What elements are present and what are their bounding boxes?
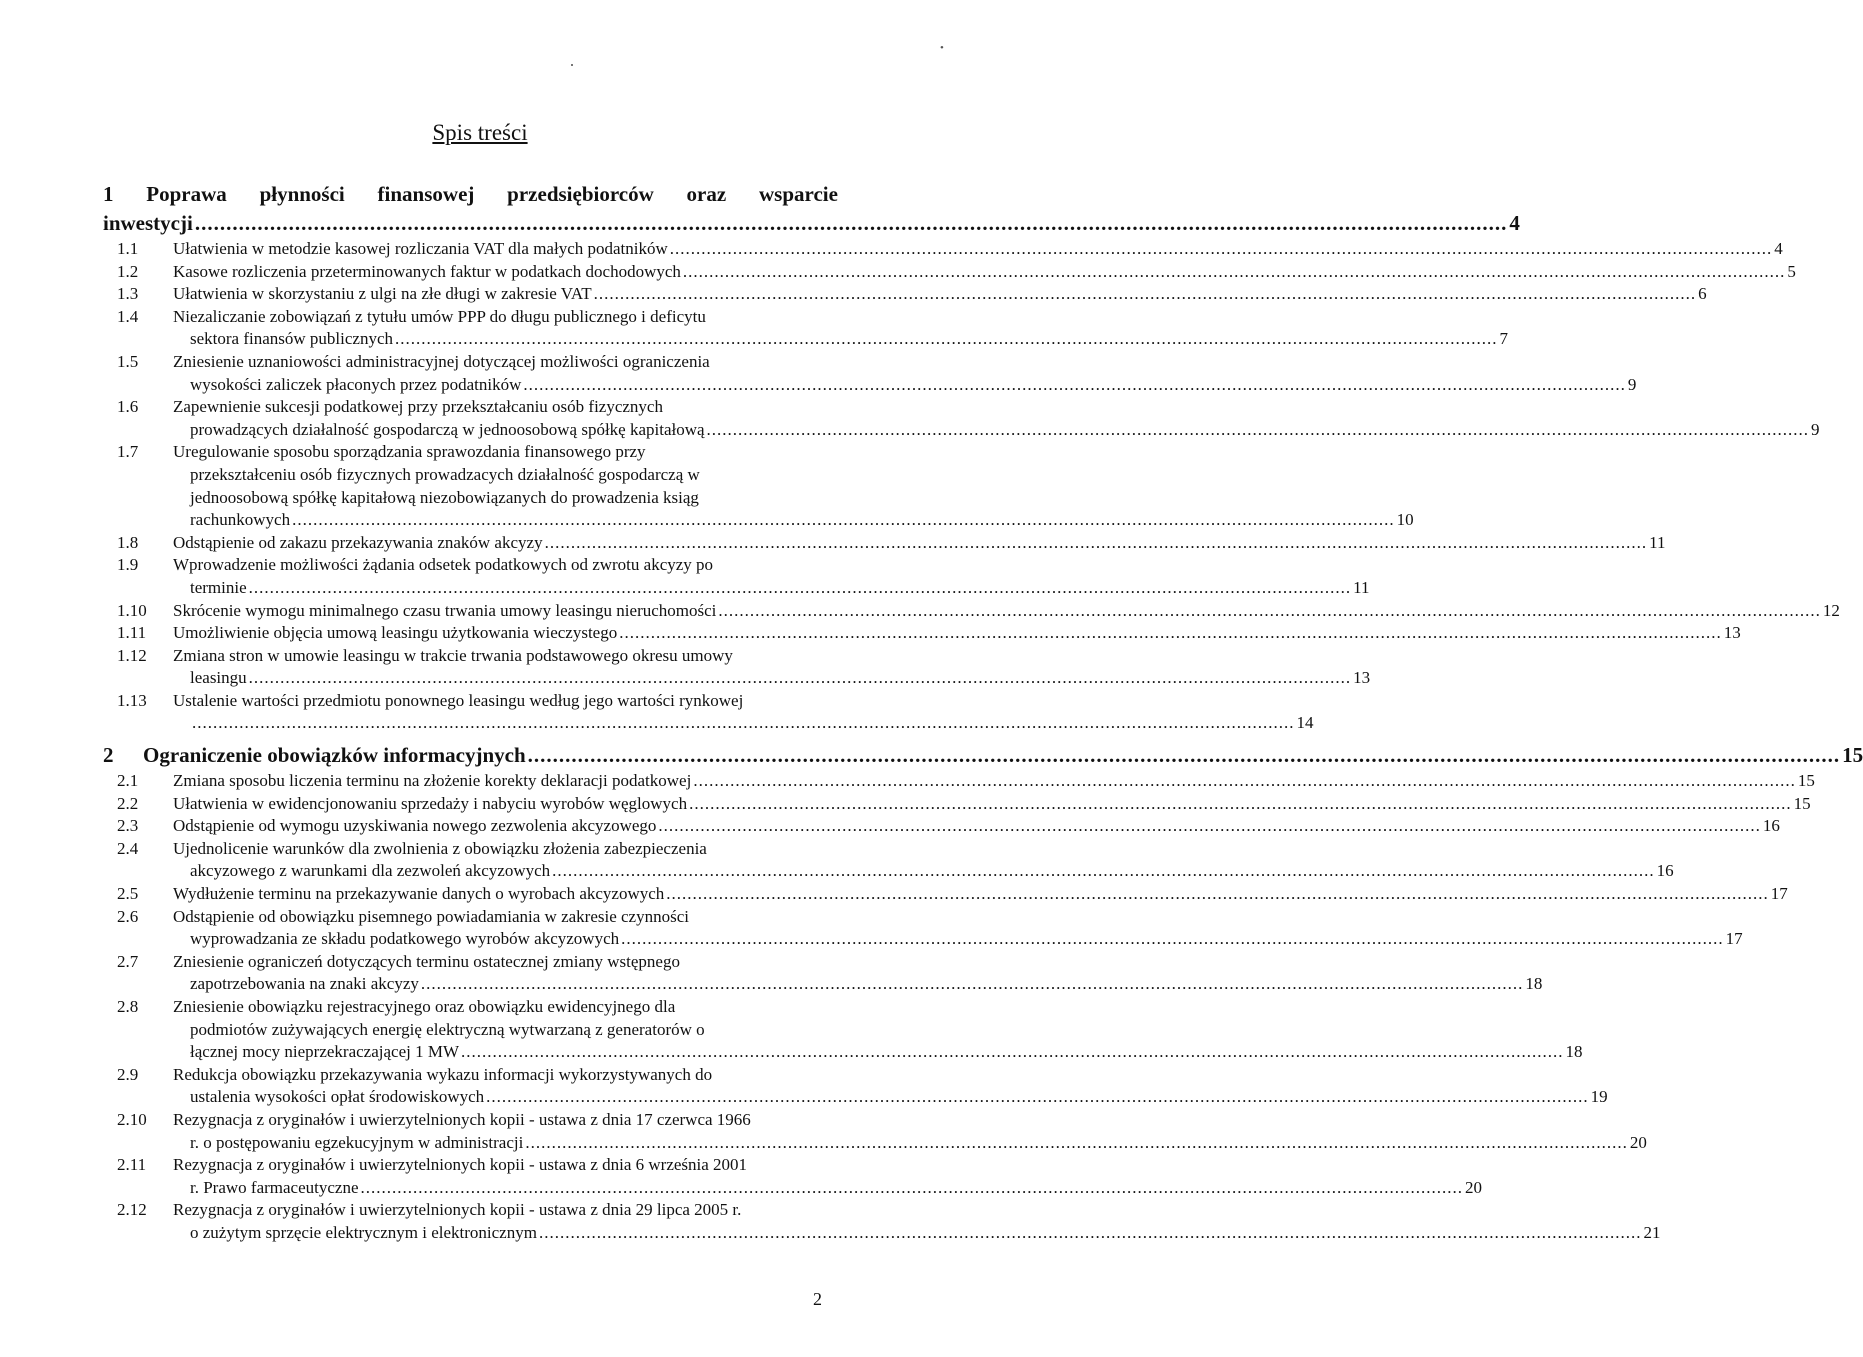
entry-number: 2.6 <box>117 906 139 926</box>
entry-page: 19 <box>1590 1087 1608 1107</box>
entry-number: 2.11 <box>117 1155 147 1175</box>
chapter-title-word: płynności <box>259 182 345 206</box>
dot-leader <box>249 578 1352 597</box>
entry-body <box>173 261 1796 284</box>
entry-leader-line <box>173 600 1840 623</box>
toc-entry[interactable] <box>103 883 1788 906</box>
entry-title-line: jednoosobową spółkę kapitałową niezobowiązanych do prowadzenia ksiąg <box>190 487 699 507</box>
entry-leader-line <box>173 815 1780 838</box>
entry-page: 16 <box>1656 861 1674 881</box>
toc-chapter-link[interactable] <box>103 741 1863 770</box>
entry-leader-line <box>173 712 1314 735</box>
entry-title-line: Wprowadzenie możliwości żądania odsetek podatkowych od zwrotu akcyzy po <box>173 555 714 575</box>
entry-body <box>173 793 1811 816</box>
entry-body <box>173 351 1636 396</box>
chapter-title-word: wsparcie <box>758 182 838 206</box>
entry-page: 13 <box>1723 623 1741 643</box>
entry-number: 2.10 <box>117 1109 147 1129</box>
entry-title-line: Redukcja obowiązku przekazywania wykazu informacji wykorzystywanych do <box>173 1064 713 1084</box>
toc-entry[interactable] <box>103 306 1508 351</box>
toc-entry[interactable] <box>103 1199 1661 1244</box>
entry-body <box>173 838 1674 883</box>
entry-page: 15 <box>1793 793 1811 813</box>
entry-title-line: sektora finansów publicznych <box>190 329 393 349</box>
toc-entry[interactable] <box>103 951 1543 996</box>
entry-page: 11 <box>1353 577 1370 597</box>
entry-title-line: wyprowadzania ze składu podatkowego wyrobów akcyzowych <box>190 929 620 949</box>
entry-page: 7 <box>1499 329 1508 349</box>
dot-leader <box>670 239 1773 258</box>
entry-title-line: Kasowe rozliczenia przeterminowanych faktur w podatkach dochodowych <box>173 261 681 281</box>
entry-page: 6 <box>1698 284 1707 304</box>
dot-leader <box>718 601 1821 620</box>
entry-page: 11 <box>1649 532 1666 552</box>
entry-leader-line <box>173 532 1665 555</box>
entry-number: 2.3 <box>117 816 139 836</box>
entry-body <box>173 690 1314 735</box>
entry-leader-line <box>173 667 1370 690</box>
entry-leader-line <box>173 374 1636 397</box>
entry-body <box>173 1064 1608 1109</box>
chapter-page: 15 <box>1842 743 1863 768</box>
toc-entry[interactable] <box>103 645 1371 690</box>
entry-leader-line <box>173 419 1820 442</box>
entry-title-line: akcyzowego z warunkami dla zezwoleń akcyzowych <box>190 861 551 881</box>
entry-title-line: terminie <box>190 577 247 597</box>
entry-leader-line <box>173 283 1707 306</box>
dot-leader <box>523 375 1626 394</box>
dot-leader <box>525 1133 1628 1152</box>
entry-number: 2.4 <box>117 838 139 858</box>
entry-body <box>173 906 1743 951</box>
chapter-number: 1 <box>103 182 114 206</box>
entry-title-line: Uregulowanie sposobu sporządzania sprawozdania finansowego przy <box>173 442 646 462</box>
scan-speck <box>571 64 573 66</box>
entry-leader-line <box>173 770 1815 793</box>
entry-body <box>173 532 1665 555</box>
entry-number: 2.2 <box>117 793 139 813</box>
entry-leader-line <box>173 577 1370 600</box>
entry-title-line: r. Prawo farmaceutyczne <box>190 1177 359 1197</box>
chapter-title-word: przedsiębiorców <box>507 182 654 206</box>
entry-body <box>173 645 1370 690</box>
chapter-heading-line <box>103 180 838 209</box>
entry-body <box>173 1109 1647 1154</box>
entry-title-line: Skrócenie wymogu minimalnego czasu trwania umowy leasingu nieruchomości <box>173 600 717 620</box>
entry-number: 1.5 <box>117 351 139 371</box>
entry-number: 2.5 <box>117 884 139 904</box>
entry-title-line: Ułatwienia w metodzie kasowej rozliczania VAT dla małych podatników <box>173 239 668 258</box>
dot-leader <box>552 861 1655 880</box>
entry-page: 16 <box>1762 816 1780 836</box>
entry-title-line: wysokości zaliczek płaconych przez podatników <box>190 374 522 394</box>
toc-entry[interactable] <box>103 996 1583 1064</box>
entry-body <box>173 1199 1660 1244</box>
toc-entry[interactable] <box>103 622 1741 645</box>
dot-leader <box>621 929 1724 948</box>
entry-number: 1.1 <box>117 239 139 258</box>
entry-number: 1.7 <box>117 442 139 462</box>
dot-leader <box>395 329 1498 348</box>
entry-title-line: przekształceniu osób fizycznych prowadzacych działalność gospodarczą w <box>190 464 700 484</box>
entry-leader-line <box>173 622 1741 645</box>
entry-number: 1.13 <box>117 690 147 710</box>
entry-leader-line <box>173 860 1674 883</box>
entry-title-line: Niezaliczanie zobowiązań z tytułu umów PPP do długu publicznego i deficytu <box>173 306 706 326</box>
toc-entry[interactable] <box>103 532 1666 555</box>
entry-title-line: leasingu <box>190 668 247 688</box>
dot-leader <box>249 668 1352 687</box>
entry-page: 12 <box>1822 600 1840 620</box>
dot-leader <box>683 262 1786 281</box>
entry-page: 20 <box>1465 1177 1482 1197</box>
table-of-contents <box>103 180 1863 1245</box>
entry-page: 20 <box>1629 1132 1647 1152</box>
toc-chapter-link[interactable] <box>103 209 1520 238</box>
dot-leader <box>292 510 1395 529</box>
entry-body <box>173 770 1815 793</box>
entry-body <box>173 622 1741 645</box>
dot-leader <box>619 623 1722 642</box>
toc-entry[interactable] <box>103 1109 1647 1154</box>
entry-page: 5 <box>1787 261 1796 281</box>
dot-leader <box>689 794 1792 813</box>
entry-title-line: Rezygnacja z oryginałów i uwierzytelnionych kopii - ustawa z dnia 29 lipca 2005 r. <box>173 1200 742 1220</box>
entry-page: 17 <box>1770 884 1788 904</box>
entry-number: 1.9 <box>117 555 139 575</box>
entry-title-line: Odstąpienie od wymogu uzyskiwania nowego zezwolenia akcyzowego <box>173 816 657 836</box>
dot-leader <box>545 533 1648 552</box>
chapter-title: inwestycji <box>103 211 193 235</box>
entry-title-line: Zmiana stron w umowie leasingu w trakcie trwania podstawowego okresu umowy <box>173 645 733 665</box>
dot-leader <box>707 420 1810 439</box>
dot-leader <box>594 284 1697 303</box>
toc-entry[interactable] <box>103 815 1780 838</box>
entry-leader-line <box>173 1041 1583 1064</box>
entry-number: 2.8 <box>117 997 139 1016</box>
toc-entry[interactable] <box>103 793 1811 816</box>
entry-number: 1.12 <box>117 645 147 665</box>
toc-entry[interactable] <box>103 554 1370 599</box>
entry-title-line: Rezygnacja z oryginałów i uwierzytelnionych kopii - ustawa z dnia 17 czerwca 1966 <box>173 1109 751 1129</box>
entry-title-line: Ustalenie wartości przedmiotu ponownego leasingu według jego wartości rynkowej <box>173 690 744 710</box>
entry-number: 1.2 <box>117 261 139 281</box>
toc-entry[interactable] <box>103 283 1707 306</box>
toc-entry[interactable] <box>103 600 1840 623</box>
entry-title-line: Zmiana sposobu liczenia terminu na złożenie korekty deklaracji podatkowej <box>173 771 692 791</box>
entry-body <box>173 441 1414 531</box>
dot-leader <box>192 713 1295 732</box>
scan-mark: • <box>940 42 944 54</box>
chapter-number: 2 <box>103 743 114 768</box>
entry-leader-line <box>173 509 1414 532</box>
entry-leader-line <box>173 928 1743 951</box>
entry-body <box>173 996 1583 1064</box>
toc-entry[interactable] <box>103 1154 1482 1199</box>
entry-title-line: rachunkowych <box>190 510 291 530</box>
entry-number: 2.7 <box>117 951 139 971</box>
entry-title-line: Odstąpienie od zakazu przekazywania znaków akcyzy <box>173 532 543 552</box>
entry-title-line: Wydłużenie terminu na przekazywanie danych o wyrobach akcyzowych <box>173 884 665 904</box>
entry-title-line: Zniesienie uznaniowości administracyjnej dotyczącej możliwości ograniczenia <box>173 351 710 371</box>
chapter-heading-line <box>143 741 1863 770</box>
chapter-title: Ograniczenie obowiązków informacyjnych <box>143 743 526 768</box>
entry-page: 9 <box>1811 419 1820 439</box>
dot-leader <box>195 209 1508 238</box>
entry-title-line: Zniesienie ograniczeń dotyczących terminu ostatecznej zmiany wstępnego <box>173 951 680 971</box>
entry-page: 17 <box>1725 929 1743 949</box>
entry-page: 21 <box>1643 1222 1661 1242</box>
dot-leader <box>528 741 1841 770</box>
entry-leader-line <box>173 793 1811 816</box>
entry-page: 13 <box>1353 668 1371 688</box>
toc-entry[interactable] <box>103 906 1743 951</box>
entry-title-line: zapotrzebowania na znaki akcyzy <box>190 974 419 994</box>
entry-title-line: Ujednolicenie warunków dla zwolnienia z obowiązku złożenia zabezpieczenia <box>173 838 707 858</box>
entry-page: 14 <box>1296 713 1314 733</box>
entry-number: 2.1 <box>117 771 139 791</box>
entry-leader-line <box>173 328 1508 351</box>
entry-number: 1.4 <box>117 306 139 326</box>
entry-body <box>173 396 1820 441</box>
entry-leader-line <box>173 238 1783 261</box>
entry-number: 2.12 <box>117 1200 147 1220</box>
dot-leader <box>666 884 1769 903</box>
dot-leader <box>539 1223 1642 1242</box>
dot-leader <box>658 816 1761 835</box>
entry-body <box>173 1154 1482 1199</box>
entry-body <box>173 283 1707 306</box>
entry-body <box>173 600 1840 623</box>
entry-body <box>173 951 1542 996</box>
entry-page: 15 <box>1797 771 1815 791</box>
entry-number: 2.9 <box>117 1064 139 1084</box>
entry-body <box>173 238 1783 261</box>
page-title: Spis treści <box>432 120 528 145</box>
chapter-title-word: oraz <box>686 182 727 206</box>
entry-leader-line <box>173 261 1796 284</box>
entry-title-line: o zużytym sprzęcie elektrycznym i elektronicznym <box>190 1222 537 1242</box>
entry-title-line: ustalenia wysokości opłat środowiskowych <box>190 1087 485 1107</box>
chapter-title-word: finansowej <box>377 182 475 206</box>
dot-leader <box>693 771 1796 790</box>
dot-leader <box>361 1178 1464 1197</box>
entry-title-line: Rezygnacja z oryginałów i uwierzytelnionych kopii - ustawa z dnia 6 września 2001 <box>173 1155 748 1175</box>
dot-leader <box>486 1087 1589 1106</box>
toc-entry[interactable] <box>103 690 1314 735</box>
entry-title-line: Zniesienie obowiązku rejestracyjnego oraz obowiązku ewidencyjnego dla <box>173 997 676 1016</box>
entry-page: 18 <box>1565 1042 1583 1062</box>
entry-number: 1.10 <box>117 600 147 620</box>
toc-entry[interactable] <box>103 238 1783 261</box>
entry-page: 10 <box>1396 510 1414 530</box>
entry-body <box>173 306 1508 351</box>
toc-entry[interactable] <box>103 441 1414 531</box>
chapter-page: 4 <box>1509 211 1520 235</box>
entry-leader-line <box>173 1086 1608 1109</box>
entry-leader-line <box>173 973 1542 996</box>
entry-number: 1.6 <box>117 397 139 417</box>
toc-entry[interactable] <box>103 1064 1608 1109</box>
toc-chapter <box>103 741 1863 770</box>
entry-page: 4 <box>1774 239 1783 258</box>
toc-entry[interactable] <box>103 838 1674 883</box>
entry-title-line: podmiotów zużywających energię elektryczną wytwarzaną z generatorów o <box>190 1019 705 1039</box>
entry-title-line: Ułatwienia w ewidencjonowaniu sprzedaży i nabyciu wyrobów węglowych <box>173 793 688 813</box>
entry-leader-line <box>173 1222 1660 1245</box>
toc-entry[interactable] <box>103 261 1796 284</box>
entry-page: 9 <box>1627 374 1637 394</box>
page-number: 2 <box>813 1289 822 1309</box>
dot-leader <box>461 1042 1564 1061</box>
entry-leader-line <box>173 1132 1647 1155</box>
entry-body <box>173 883 1788 906</box>
toc-entry[interactable] <box>103 351 1637 396</box>
entry-title-line: r. o postępowaniu egzekucyjnym w administracji <box>190 1132 524 1152</box>
entry-title-line: Odstąpienie od obowiązku pisemnego powiadamiania w zakresie czynności <box>173 906 689 926</box>
toc-entry[interactable] <box>103 770 1815 793</box>
entry-leader-line <box>173 883 1788 906</box>
entry-title-line: Ułatwienia w skorzystaniu z ulgi na złe długi w zakresie VAT <box>173 284 592 304</box>
toc-chapter <box>103 180 1520 238</box>
entry-title-line: Umożliwienie objęcia umową leasingu użytkowania wieczystego <box>173 623 618 643</box>
entry-title-line: prowadzących działalność gospodarczą w jednoosobową spółkę kapitałową <box>190 419 705 439</box>
entry-leader-line <box>173 1177 1482 1200</box>
entry-body <box>173 815 1780 838</box>
entry-page: 18 <box>1525 974 1543 994</box>
entry-number: 1.3 <box>117 284 139 304</box>
entry-title-line: łącznej mocy nieprzekraczającej 1 MW <box>190 1042 460 1062</box>
toc-entry[interactable] <box>103 396 1820 441</box>
chapter-title-word: Poprawa <box>146 182 227 206</box>
dot-leader <box>421 974 1524 993</box>
entry-body <box>173 554 1370 599</box>
entry-number: 1.11 <box>117 623 147 643</box>
entry-number: 1.8 <box>117 532 139 552</box>
entry-title-line: Zapewnienie sukcesji podatkowej przy przekształcaniu osób fizycznych <box>173 397 663 417</box>
